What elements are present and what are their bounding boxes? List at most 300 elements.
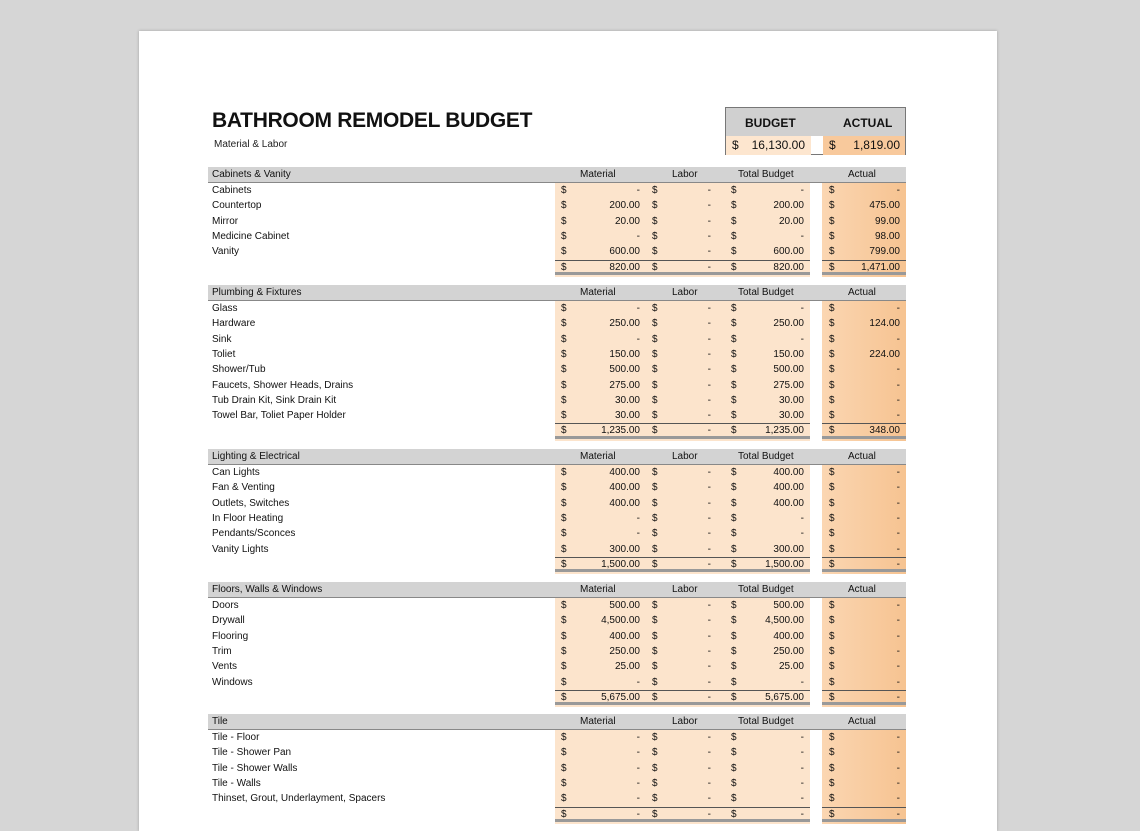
total-row [208, 807, 906, 822]
currency-sign: $ [652, 230, 658, 242]
amount: - [707, 467, 711, 478]
currency-sign: $ [829, 615, 835, 627]
currency-sign: $ [561, 246, 567, 258]
amount: 25.00 [778, 661, 804, 673]
currency-sign: $ [731, 246, 737, 258]
item-label: Outlets, Switches [212, 497, 290, 509]
currency-sign: $ [731, 528, 737, 540]
col-actual: Actual [848, 169, 876, 180]
currency-sign: $ [561, 318, 567, 330]
currency-sign: $ [829, 528, 835, 540]
currency-sign: $ [731, 808, 737, 820]
currency-sign: $ [731, 600, 737, 611]
item-label: Countertop [212, 200, 262, 212]
amount: - [707, 348, 711, 360]
item-label: Glass [212, 303, 238, 314]
currency-sign: $ [829, 497, 835, 509]
table-row [208, 347, 906, 362]
item-label: Hardware [212, 318, 256, 330]
item-label: Fan & Venting [212, 482, 275, 494]
amount: - [707, 747, 711, 759]
currency-sign: $ [829, 200, 835, 212]
amount: - [800, 185, 804, 196]
table-row [208, 791, 906, 806]
col-total: Total Budget [738, 169, 794, 180]
col-labor: Labor [672, 451, 698, 462]
amount: - [636, 747, 640, 759]
currency-sign: $ [652, 762, 658, 774]
item-label: Shower/Tub [212, 364, 266, 376]
amount: 600.00 [773, 246, 804, 258]
item-label: Medicine Cabinet [212, 230, 290, 242]
currency-sign: $ [829, 246, 835, 258]
currency-sign: $ [829, 661, 835, 673]
col-material: Material [580, 169, 616, 180]
currency-sign: $ [561, 185, 567, 196]
currency-sign: $ [561, 261, 567, 273]
section-total: 820.00 [609, 261, 640, 273]
currency-sign: $ [652, 394, 658, 406]
section-total: 5,675.00 [765, 691, 804, 703]
currency-sign: $ [652, 200, 658, 212]
item-label: Can Lights [212, 467, 260, 478]
total-row [208, 423, 906, 438]
total-row [208, 557, 906, 572]
currency-sign: $ [829, 543, 835, 555]
section-title: Lighting & Electrical [212, 451, 300, 462]
amount: - [800, 762, 804, 774]
currency-sign: $ [731, 558, 737, 570]
amount: - [707, 318, 711, 330]
section-total: 1,500.00 [601, 558, 640, 570]
section-total: - [896, 558, 900, 570]
currency-sign: $ [652, 185, 658, 196]
amount: - [800, 676, 804, 688]
currency-sign: $ [561, 215, 567, 227]
currency-sign: $ [652, 425, 658, 437]
item-label: Drywall [212, 615, 245, 627]
col-actual: Actual [848, 584, 876, 595]
currency-sign: $ [731, 261, 737, 273]
amount: - [896, 467, 900, 478]
currency-sign: $ [731, 615, 737, 627]
col-actual: Actual [848, 451, 876, 462]
amount: 400.00 [609, 497, 640, 509]
item-label: Flooring [212, 630, 249, 642]
amount: 400.00 [773, 467, 804, 478]
item-label: Toliet [212, 348, 236, 360]
currency-sign: $ [652, 543, 658, 555]
currency-sign: $ [561, 425, 567, 437]
section-total: 1,500.00 [765, 558, 804, 570]
item-label: Vanity [212, 246, 240, 258]
currency-sign: $ [561, 630, 567, 642]
currency-sign: $ [829, 747, 835, 759]
item-label: Thinset, Grout, Underlayment, Spacers [212, 793, 386, 805]
currency-sign: $ [829, 348, 835, 360]
currency-sign: $ [731, 777, 737, 789]
item-label: Faucets, Shower Heads, Drains [212, 379, 354, 391]
table-row [208, 659, 906, 674]
currency-sign: $ [829, 777, 835, 789]
amount: - [707, 215, 711, 227]
amount: 150.00 [609, 348, 640, 360]
table-row [208, 629, 906, 644]
currency-sign: $ [731, 394, 737, 406]
currency-sign: $ [731, 691, 737, 703]
budget-section-2 [208, 449, 906, 575]
summary-box [725, 107, 906, 155]
section-total: - [800, 808, 804, 820]
table-row [208, 301, 906, 316]
table-row [208, 198, 906, 213]
table-row [208, 378, 906, 393]
col-total: Total Budget [738, 287, 794, 298]
budget-section-3 [208, 582, 906, 708]
currency-sign: $ [652, 303, 658, 314]
currency-sign: $ [561, 676, 567, 688]
amount: 250.00 [609, 645, 640, 657]
currency-sign: $ [561, 394, 567, 406]
section-title: Cabinets & Vanity [212, 169, 291, 180]
amount: 600.00 [609, 246, 640, 258]
amount: - [896, 793, 900, 805]
table-row [208, 745, 906, 760]
amount: 475.00 [869, 200, 900, 212]
currency-sign: $ [652, 333, 658, 345]
amount: 150.00 [773, 348, 804, 360]
amount: - [896, 615, 900, 627]
section-title: Floors, Walls & Windows [212, 584, 323, 595]
currency-sign: $ [652, 777, 658, 789]
currency-sign: $ [561, 303, 567, 314]
col-material: Material [580, 584, 616, 595]
amount: 400.00 [773, 482, 804, 494]
currency-sign: $ [829, 645, 835, 657]
section-total: 1,235.00 [765, 425, 804, 437]
currency-sign: $ [561, 512, 567, 524]
currency-sign: $ [829, 333, 835, 345]
amount: - [896, 364, 900, 376]
table-row [208, 229, 906, 244]
amount: 250.00 [773, 318, 804, 330]
amount: - [896, 333, 900, 345]
currency-sign: $ [561, 230, 567, 242]
amount: 4,500.00 [765, 615, 804, 627]
currency-sign: $ [652, 630, 658, 642]
amount: 300.00 [773, 543, 804, 555]
currency-sign: $ [561, 645, 567, 657]
currency-sign: $ [652, 747, 658, 759]
budget-label: BUDGET [745, 116, 796, 130]
currency-sign: $ [731, 512, 737, 524]
currency-sign: $ [731, 200, 737, 212]
amount: - [707, 615, 711, 627]
amount: - [707, 600, 711, 611]
amount: - [707, 645, 711, 657]
currency-sign: $ [652, 364, 658, 376]
col-material: Material [580, 716, 616, 727]
table-row [208, 393, 906, 408]
table-row [208, 465, 906, 480]
section-total: 820.00 [773, 261, 804, 273]
amount: - [707, 512, 711, 524]
table-row [208, 776, 906, 791]
budget-section-1 [208, 285, 906, 442]
amount: 30.00 [778, 394, 804, 406]
amount: - [896, 732, 900, 743]
table-row [208, 214, 906, 229]
table-row [208, 511, 906, 526]
currency-sign: $ [829, 558, 835, 570]
amount: - [707, 528, 711, 540]
currency-sign: $ [829, 303, 835, 314]
amount: - [896, 630, 900, 642]
currency-sign: $ [829, 482, 835, 494]
currency-sign: $ [731, 630, 737, 642]
amount: 500.00 [609, 364, 640, 376]
amount: 99.00 [874, 215, 900, 227]
currency-sign: $ [652, 348, 658, 360]
amount: - [707, 185, 711, 196]
currency-sign: $ [652, 732, 658, 743]
section-title: Tile [212, 716, 228, 727]
currency-sign: $ [561, 200, 567, 212]
amount: 400.00 [609, 630, 640, 642]
amount: - [636, 333, 640, 345]
col-actual: Actual [848, 716, 876, 727]
section-header [208, 714, 906, 730]
amount: - [896, 645, 900, 657]
amount: - [800, 528, 804, 540]
amount: 250.00 [609, 318, 640, 330]
currency-sign: $ [731, 645, 737, 657]
col-total: Total Budget [738, 451, 794, 462]
currency-sign: $ [829, 185, 835, 196]
currency-sign: $ [829, 261, 835, 273]
table-row [208, 408, 906, 423]
currency-sign: $ [731, 467, 737, 478]
currency-sign: $ [652, 558, 658, 570]
amount: - [707, 200, 711, 212]
amount: 124.00 [869, 318, 900, 330]
col-labor: Labor [672, 169, 698, 180]
currency-sign: $ [829, 762, 835, 774]
currency-sign: $ [652, 379, 658, 391]
currency-sign: $ [829, 379, 835, 391]
amount: 4,500.00 [601, 615, 640, 627]
amount: 275.00 [609, 379, 640, 391]
col-material: Material [580, 451, 616, 462]
currency-sign: $ [829, 425, 835, 437]
amount: 400.00 [609, 482, 640, 494]
item-label: Tile - Shower Walls [212, 762, 298, 774]
item-label: Tile - Walls [212, 777, 261, 789]
col-material: Material [580, 287, 616, 298]
amount: - [800, 777, 804, 789]
budget-total-value: 16,130.00 [751, 138, 805, 152]
currency-sign: $ [652, 676, 658, 688]
currency-sign: $ [652, 410, 658, 422]
section-total: - [707, 691, 711, 703]
currency-sign: $ [829, 793, 835, 805]
amount: - [707, 230, 711, 242]
currency-sign: $ [829, 512, 835, 524]
amount: 500.00 [609, 600, 640, 611]
item-label: Pendants/Sconces [212, 528, 296, 540]
amount: - [707, 303, 711, 314]
amount: - [636, 528, 640, 540]
amount: 500.00 [773, 600, 804, 611]
col-actual: Actual [848, 287, 876, 298]
item-label: Sink [212, 333, 232, 345]
amount: 250.00 [773, 645, 804, 657]
amount: - [707, 333, 711, 345]
amount: - [707, 543, 711, 555]
currency-sign: $ [652, 661, 658, 673]
currency-sign: $ [561, 732, 567, 743]
currency-sign: $ [652, 808, 658, 820]
currency-sign: $ [731, 379, 737, 391]
amount: - [636, 230, 640, 242]
currency-sign: $ [731, 410, 737, 422]
amount: 275.00 [773, 379, 804, 391]
amount: - [800, 747, 804, 759]
currency-sign: $ [829, 364, 835, 376]
currency-sign: $ [561, 762, 567, 774]
item-label: In Floor Heating [212, 512, 284, 524]
amount: - [896, 543, 900, 555]
amount: - [707, 676, 711, 688]
currency-sign: $ [652, 497, 658, 509]
amount: - [707, 364, 711, 376]
currency-sign: $ [731, 661, 737, 673]
budget-total-cell: $ 16,130.00 [726, 136, 811, 155]
item-label: Trim [212, 645, 232, 657]
item-label: Doors [212, 600, 239, 611]
section-total: - [707, 425, 711, 437]
amount: - [896, 379, 900, 391]
currency-sign: $ [731, 364, 737, 376]
amount: 500.00 [773, 364, 804, 376]
table-row [208, 316, 906, 331]
currency-sign: $ [652, 793, 658, 805]
currency-sign: $ [561, 600, 567, 611]
amount: - [707, 630, 711, 642]
amount: 799.00 [869, 246, 900, 258]
item-label: Vents [212, 661, 238, 673]
amount: - [896, 661, 900, 673]
amount: - [800, 333, 804, 345]
section-title: Plumbing & Fixtures [212, 287, 302, 298]
amount: 30.00 [614, 394, 640, 406]
currency-sign: $ [652, 482, 658, 494]
item-label: Tile - Shower Pan [212, 747, 292, 759]
currency-sign: $ [829, 318, 835, 330]
currency-sign: $ [561, 482, 567, 494]
currency-sign: $ [731, 230, 737, 242]
actual-total-cell: $ 1,819.00 [823, 136, 905, 155]
currency-sign: $ [652, 467, 658, 478]
item-label: Vanity Lights [212, 543, 269, 555]
section-header [208, 285, 906, 301]
amount: - [707, 246, 711, 258]
table-row [208, 183, 906, 198]
section-header [208, 449, 906, 465]
currency-sign: $ [731, 793, 737, 805]
amount: - [896, 185, 900, 196]
currency-sign: $ [829, 691, 835, 703]
amount: - [896, 528, 900, 540]
currency-sign: $ [829, 600, 835, 611]
currency-sign: $ [652, 215, 658, 227]
col-labor: Labor [672, 287, 698, 298]
amount: - [707, 732, 711, 743]
amount: - [800, 303, 804, 314]
currency-sign: $ [829, 215, 835, 227]
amount: - [636, 676, 640, 688]
section-header [208, 582, 906, 598]
budget-section-4 [208, 714, 906, 825]
total-row [208, 690, 906, 705]
amount: - [896, 747, 900, 759]
page-title: BATHROOM REMODEL BUDGET [212, 109, 533, 132]
currency-sign: $ [561, 543, 567, 555]
amount: - [896, 410, 900, 422]
amount: 30.00 [614, 410, 640, 422]
section-total: - [707, 261, 711, 273]
currency-sign: $ [829, 230, 835, 242]
amount: - [636, 512, 640, 524]
amount: 224.00 [869, 348, 900, 360]
currency-sign: $ [652, 512, 658, 524]
budget-section-0 [208, 167, 906, 278]
amount: - [636, 762, 640, 774]
amount: - [636, 793, 640, 805]
amount: - [800, 793, 804, 805]
amount: 98.00 [874, 230, 900, 242]
amount: - [896, 303, 900, 314]
currency-sign: $ [561, 691, 567, 703]
section-total: - [896, 691, 900, 703]
currency-sign: $ [731, 747, 737, 759]
item-label: Tile - Floor [212, 732, 260, 743]
section-total: 348.00 [869, 425, 900, 437]
amount: - [707, 482, 711, 494]
amount: - [636, 777, 640, 789]
currency-sign: $ [561, 528, 567, 540]
amount: 200.00 [773, 200, 804, 212]
currency-sign: $ [731, 215, 737, 227]
item-label: Towel Bar, Toliet Paper Holder [212, 410, 346, 422]
currency-sign: $ [731, 762, 737, 774]
table-row [208, 675, 906, 690]
amount: - [896, 482, 900, 494]
amount: - [896, 762, 900, 774]
amount: - [636, 185, 640, 196]
currency-sign: $ [731, 348, 737, 360]
table-row [208, 480, 906, 495]
amount: 20.00 [778, 215, 804, 227]
amount: 400.00 [773, 630, 804, 642]
currency-sign: $ [829, 467, 835, 478]
amount: 400.00 [773, 497, 804, 509]
section-total: - [636, 808, 640, 820]
item-label: Mirror [212, 215, 239, 227]
actual-total-value: 1,819.00 [853, 138, 900, 152]
currency-sign: $ [652, 528, 658, 540]
amount: - [896, 777, 900, 789]
